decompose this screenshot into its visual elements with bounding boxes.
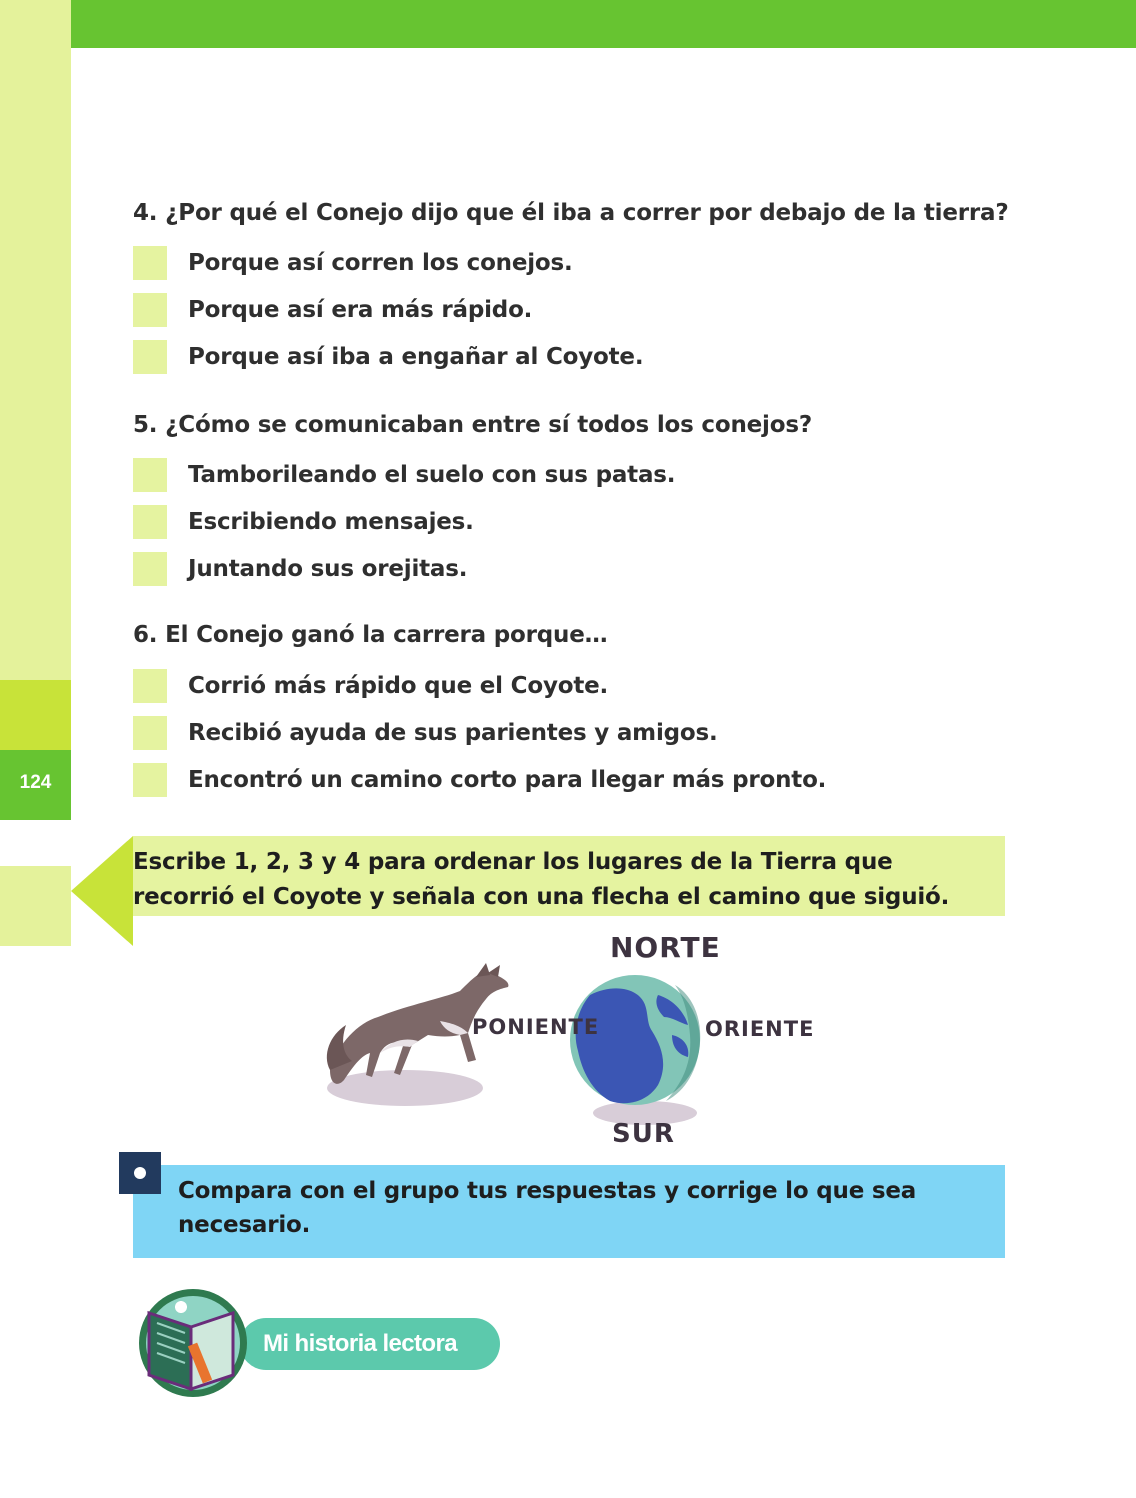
globe-illustration bbox=[570, 975, 700, 1105]
option-6a[interactable] bbox=[133, 669, 608, 703]
option-6b[interactable] bbox=[133, 716, 718, 750]
checkbox[interactable] bbox=[133, 293, 167, 327]
checkbox[interactable] bbox=[133, 552, 167, 586]
option-4c[interactable] bbox=[133, 340, 643, 374]
option-label: Corrió más rápido que el Coyote. bbox=[188, 673, 609, 699]
checkbox[interactable] bbox=[133, 763, 167, 797]
instruction-tab bbox=[0, 866, 71, 946]
coyote-globe-figure bbox=[300, 925, 840, 1165]
checkbox[interactable] bbox=[133, 716, 167, 750]
question-4: 4. ¿Por qué el Conejo dijo que él iba a correr por debajo de la tierra? bbox=[133, 200, 1009, 226]
badge-label: Mi historia lectora bbox=[263, 1330, 457, 1357]
option-4a[interactable] bbox=[133, 246, 573, 280]
reading-history-badge bbox=[135, 1283, 505, 1403]
compare-text: Compara con el grupo tus respuestas y corrige lo que sea necesario. bbox=[178, 1178, 917, 1238]
option-label: Encontró un camino corto para llegar más pronto. bbox=[188, 767, 827, 793]
page-number: 124 bbox=[19, 772, 52, 793]
question-5: 5. ¿Cómo se comunicaban entre sí todos los conejos? bbox=[133, 412, 812, 438]
checkbox[interactable] bbox=[133, 246, 167, 280]
label-west: PONIENTE bbox=[472, 1015, 600, 1039]
coyote-shadow bbox=[327, 1070, 483, 1106]
option-label: Porque así era más rápido. bbox=[188, 297, 533, 323]
option-5a[interactable] bbox=[133, 458, 675, 492]
option-5b[interactable] bbox=[133, 505, 474, 539]
option-6c[interactable] bbox=[133, 763, 826, 797]
checkbox[interactable] bbox=[133, 669, 167, 703]
checkbox[interactable] bbox=[133, 505, 167, 539]
option-label: Recibió ayuda de sus parientes y amigos. bbox=[188, 720, 718, 746]
side-strip bbox=[0, 0, 71, 680]
bullet-dot-icon bbox=[134, 1167, 146, 1179]
option-5c[interactable] bbox=[133, 552, 467, 586]
option-4b[interactable] bbox=[133, 293, 532, 327]
label-south: SUR bbox=[612, 1119, 675, 1149]
checkbox[interactable] bbox=[133, 458, 167, 492]
option-label: Porque así corren los conejos. bbox=[188, 250, 573, 276]
checkbox[interactable] bbox=[133, 340, 167, 374]
side-band-lime bbox=[0, 680, 71, 750]
label-north: NORTE bbox=[610, 931, 721, 964]
option-label: Juntando sus orejitas. bbox=[188, 556, 468, 582]
figure-illustration bbox=[300, 925, 840, 1165]
book-icon bbox=[135, 1283, 265, 1403]
option-label: Escribiendo mensajes. bbox=[188, 509, 474, 535]
top-bar bbox=[71, 0, 1136, 48]
question-6: 6. El Conejo ganó la carrera porque… bbox=[133, 622, 608, 648]
instruction-text: Escribe 1, 2, 3 y 4 para ordenar los lugares de la Tierra que recorrió el Coyote y señala con una flecha el camino que siguió. bbox=[133, 849, 950, 910]
label-east: ORIENTE bbox=[705, 1017, 815, 1041]
instruction-wedge bbox=[71, 836, 133, 946]
option-label: Porque así iba a engañar al Coyote. bbox=[188, 344, 644, 370]
option-label: Tamborileando el suelo con sus patas. bbox=[188, 462, 676, 488]
